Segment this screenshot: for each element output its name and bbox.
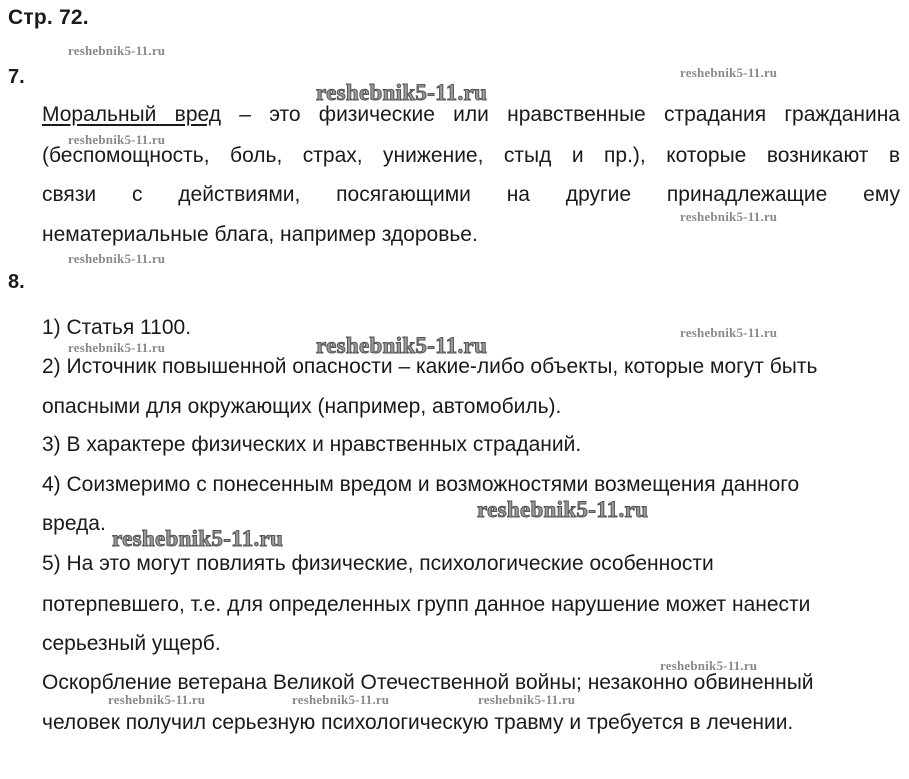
task-8-answer-5-cont2: серьезный ущерб.: [42, 632, 221, 655]
watermark-small: reshebnik5-11.ru: [68, 340, 166, 355]
page-title: Стр. 72.: [8, 6, 89, 29]
watermark-large: reshebnik5-11.ru: [316, 333, 488, 358]
task-7-line-2: (беспомощность, боль, страх, унижение, стыд и пр.), которые возникают в: [42, 144, 900, 167]
task-8-answer-5-cont: потерпевшего, т.е. для определенных групп данное нарушение может нанести: [42, 593, 811, 616]
watermark-small: reshebnik5-11.ru: [68, 132, 166, 147]
task-8-answer-2: 2) Источник повышенной опасности – какие-либо объекты, которые могут быть: [42, 355, 818, 378]
watermark-small: reshebnik5-11.ru: [68, 251, 166, 266]
watermark-small: reshebnik5-11.ru: [108, 692, 206, 707]
task-8-example-1: Оскорбление ветерана Великой Отечественной войны; незаконно обвиненный: [42, 671, 814, 694]
task-8-answer-2-cont: опасными для окружающих (например, автомобиль).: [42, 395, 562, 418]
task-7-definition-start: – это физические или нравственные страдания гражданина: [220, 103, 900, 126]
watermark-small: reshebnik5-11.ru: [68, 43, 166, 58]
watermark-small: reshebnik5-11.ru: [660, 658, 758, 673]
watermark-large: reshebnik5-11.ru: [477, 497, 649, 522]
watermark-small: reshebnik5-11.ru: [680, 65, 778, 80]
task-7-line-3: связи с действиями, посягающими на другие принадлежащие ему: [42, 183, 900, 206]
task-8-example-2: человек получил серьезную психологическую травму и требуется в лечении.: [42, 711, 794, 734]
watermark-small: reshebnik5-11.ru: [680, 325, 778, 340]
task-8-number: 8.: [8, 271, 25, 293]
task-8-answer-3: 3) В характере физических и нравственных страданий.: [42, 433, 582, 456]
watermark-large: reshebnik5-11.ru: [112, 526, 284, 551]
watermark-large: reshebnik5-11.ru: [316, 80, 488, 105]
term-moral-harm: Моральный вред: [42, 103, 221, 126]
task-8-answer-5: 5) На это могут повлиять физические, психологические особенности: [42, 552, 714, 575]
task-8-answer-4: 4) Соизмеримо с понесенным вредом и возможностями возмещения данного: [42, 473, 800, 496]
task-7-line-4: нематериальные блага, например здоровье.: [42, 223, 478, 246]
task-8-answer-4-cont: вреда.: [42, 512, 106, 535]
watermark-small: reshebnik5-11.ru: [680, 209, 778, 224]
task-8-answer-1: 1) Статья 1100.: [42, 316, 192, 339]
watermark-small: reshebnik5-11.ru: [478, 692, 576, 707]
watermark-small: reshebnik5-11.ru: [292, 692, 390, 707]
task-7-number: 7.: [8, 66, 25, 88]
